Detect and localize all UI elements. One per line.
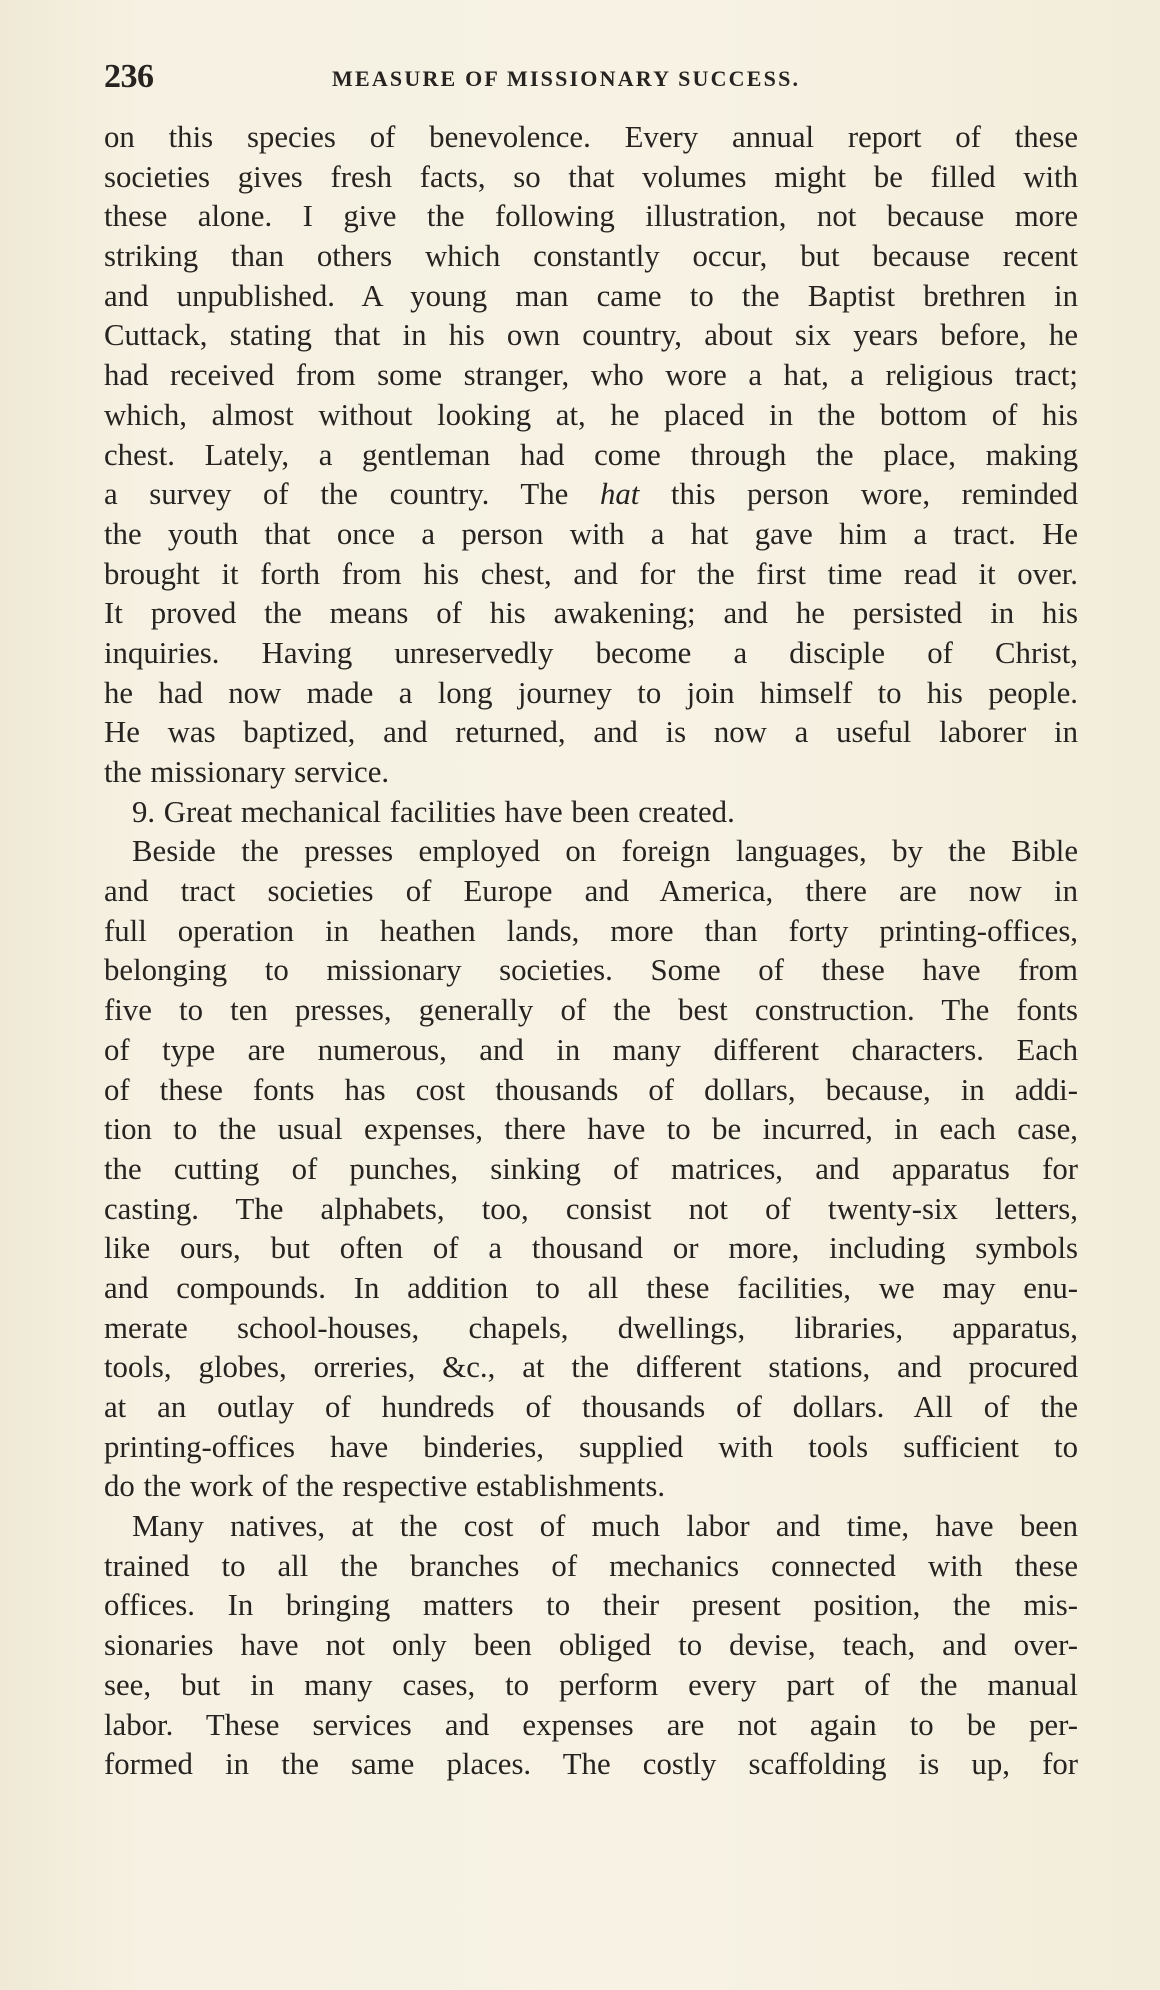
text-line: the missionary service.	[104, 755, 390, 789]
text-line: Many natives, at the cost of much labor and time, have been	[132, 1509, 1078, 1544]
text-line: inquiries. Having unreservedly become a disciple of Christ,	[104, 635, 1078, 670]
text-line: labor. These services and expenses are not again to be per-	[104, 1707, 1078, 1742]
text-line: the cutting of punches, sinking of matrices, and apparatus for	[104, 1151, 1078, 1186]
text-line: He was baptized, and returned, and is now a useful laborer in	[104, 715, 1078, 750]
text-line: do the work of the respective establishments.	[104, 1469, 666, 1504]
text-line: merate school-houses, chapels, dwellings, libraries, apparatus,	[104, 1310, 1078, 1345]
text-line: the youth that once a person with a hat gave him a tract. He	[104, 516, 1078, 551]
italic-word: hat	[599, 477, 640, 512]
text-line: of type are numerous, and in many different characters. Each	[104, 1032, 1078, 1067]
text-line: brought it forth from his chest, and for the first time read it over.	[104, 556, 1078, 591]
text-line: trained to all the branches of mechanics connected with these	[104, 1548, 1078, 1583]
text-line: and compounds. In addition to all these facilities, we may enu-	[104, 1270, 1078, 1305]
text-line: like ours, but often of a thousand or more, including symbols	[104, 1231, 1078, 1266]
text-line: offices. In bringing matters to their present position, the mis-	[104, 1588, 1078, 1623]
text-line: at an outlay of hundreds of thousands of dollars. All of the	[104, 1390, 1078, 1424]
text-line: tion to the usual expenses, there have to be incurred, in each case,	[104, 1112, 1078, 1147]
text-line: tools, globes, orreries, &c., at the different stations, and procured	[104, 1350, 1078, 1385]
text-line: printing-offices have binderies, supplied with tools sufficient to	[104, 1429, 1078, 1464]
text-line: chest. Lately, a gentleman had come through the place, making	[104, 437, 1078, 472]
text-line: these alone. I give the following illustration, not because more	[104, 199, 1078, 234]
page-number: 236	[104, 58, 154, 95]
text-line: It proved the means of his awakening; and he persisted in his	[104, 596, 1078, 631]
text-line: and unpublished. A young man came to the Baptist brethren in	[104, 278, 1078, 313]
body-text	[104, 118, 1078, 1785]
text-line: sionaries have not only been obliged to devise, teach, and over-	[104, 1628, 1078, 1663]
text-line: belonging to missionary societies. Some of these have from	[104, 953, 1078, 988]
text-line: 9. Great mechanical facilities have been created.	[132, 794, 735, 829]
text-line: which, almost without looking at, he placed in the bottom of his	[104, 397, 1078, 432]
text-line: Cuttack, stating that in his own country, about six years before, he	[104, 318, 1078, 353]
text-line: and tract societies of Europe and America, there are now in	[104, 874, 1078, 909]
text-line: he had now made a long journey to join himself to his people.	[104, 675, 1078, 710]
text-line: Beside the presses employed on foreign languages, by the Bible	[132, 834, 1078, 869]
text-line: on this species of benevolence. Every annual report of these	[104, 120, 1078, 154]
text-line: of these fonts has cost thousands of dollars, because, in addi-	[104, 1072, 1078, 1107]
running-head	[104, 58, 1084, 98]
text-line: full operation in heathen lands, more than forty printing-offices,	[104, 913, 1078, 948]
text-line: five to ten presses, generally of the best construction. The fonts	[104, 993, 1078, 1028]
text-line: casting. The alphabets, too, consist not of twenty-six letters,	[104, 1191, 1078, 1226]
text-line: striking than others which constantly occur, but because recent	[104, 239, 1078, 274]
text-line: a survey of the country. The hat this person wore, reminded	[104, 477, 1078, 512]
text-line: formed in the same places. The costly scaffolding is up, for	[104, 1747, 1078, 1782]
running-title: MEASURE OF MISSIONARY SUCCESS.	[332, 66, 801, 91]
text-line: societies gives fresh facts, so that volumes might be filled with	[104, 159, 1078, 194]
text-line: see, but in many cases, to perform every part of the manual	[104, 1667, 1078, 1702]
text-line: had received from some stranger, who wore a hat, a religious tract;	[104, 358, 1078, 393]
